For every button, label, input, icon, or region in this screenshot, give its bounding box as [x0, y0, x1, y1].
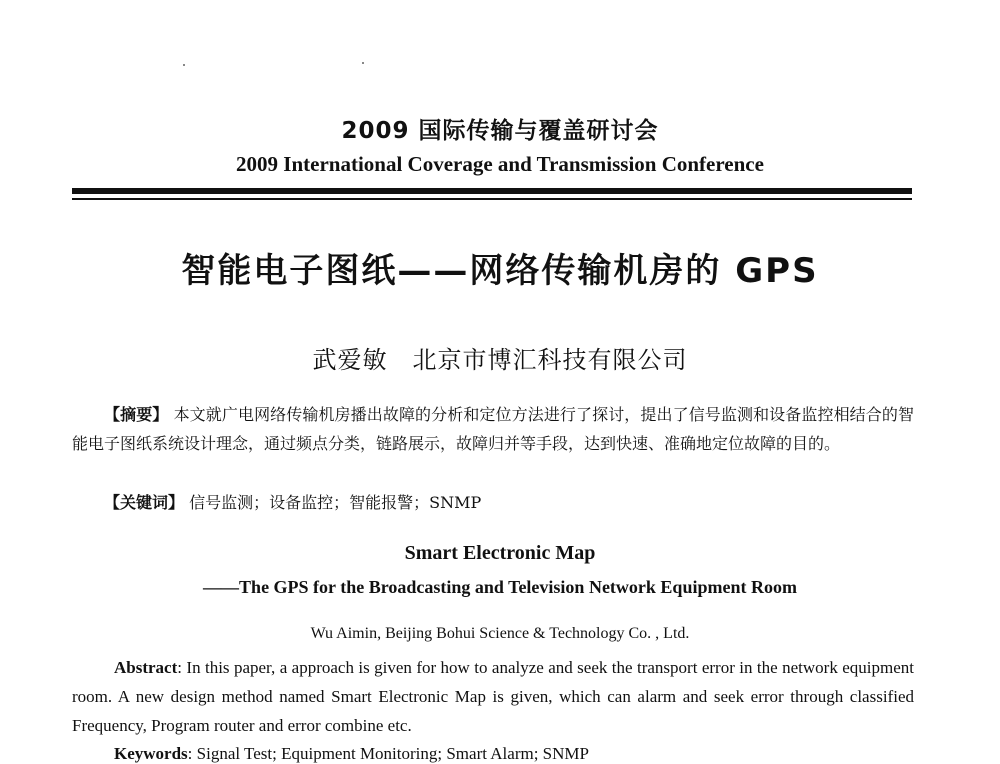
abstract-cn [72, 400, 914, 458]
abstract-text-cn: 本文就广电网络传输机房播出故障的分析和定位方法进行了探讨，提出了信号监测和设备监控相结合的智能电子图纸系统设计理念，通过频点分类，链路展示，故障归并等手段，达到快速、准确地定位故障的目的。 [72, 405, 914, 453]
keywords-cn [104, 490, 481, 513]
header-rule-thin [72, 198, 912, 200]
author-line-cn: 武爱敏 北京市博汇科技有限公司 [312, 346, 688, 374]
keywords-label-en: Keywords [114, 744, 188, 763]
keywords-en [114, 744, 589, 764]
abstract-label-cn: 【摘要】 [104, 405, 169, 424]
keywords-label-cn: 【关键词】 [104, 493, 185, 512]
header-rule-thick [72, 188, 912, 194]
conference-title-cn: 2009 国际传输与覆盖研讨会 [341, 118, 659, 144]
scan-speck [362, 62, 364, 64]
scan-speck [183, 64, 185, 66]
keywords-text-cn: 信号监测；设备监控；智能报警；SNMP [189, 493, 482, 512]
paper-title-cn: 智能电子图纸——网络传输机房的 GPS [181, 251, 819, 291]
keywords-text-en: : Signal Test; Equipment Monitoring; Smart Alarm; SNMP [187, 744, 589, 763]
paper-subtitle-en: ——The GPS for the Broadcasting and Television Network Equipment Room [203, 577, 797, 597]
abstract-text-en: : In this paper, a approach is given for how to analyze and seek the transport error in the network equipment room. A new design method named Smart Electronic Map is given, which can alarm and seek error through classified Frequency, Program router and error combine etc. [72, 658, 914, 735]
author-line-en: Wu Aimin, Beijing Bohui Science & Technology Co. , Ltd. [310, 625, 690, 642]
abstract-en [72, 653, 914, 740]
abstract-label-en: Abstract [114, 658, 178, 677]
paper-title-en: Smart Electronic Map [404, 542, 596, 564]
conference-title-en: 2009 International Coverage and Transmission Conference [236, 152, 764, 176]
